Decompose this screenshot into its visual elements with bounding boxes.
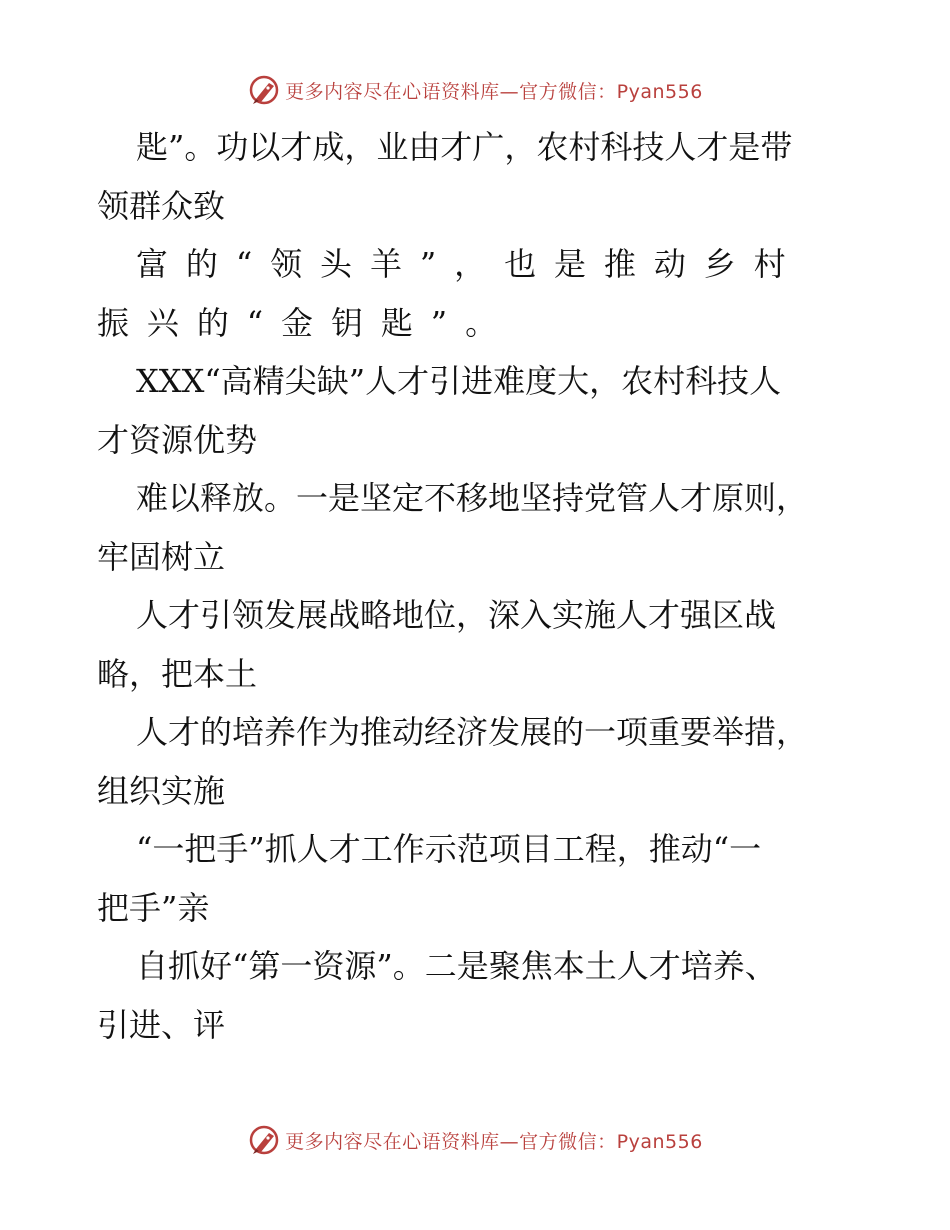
text-line: 振兴的“金钥匙”。 [97,303,515,342]
text-line: 才资源优势 [97,420,258,459]
text-line: 组织实施 [97,771,226,810]
pen-nib-circle-icon [247,1123,281,1157]
footer-banner [0,1120,950,1160]
text-line: 把手”亲 [97,888,210,927]
header-banner-text: 更多内容尽在心语资料库—官方微信：Pyan556 [285,80,703,103]
text-line: XXX“高精尖缺”人才引进难度大，农村科技人 [136,362,782,400]
text-line: 匙”。功以才成，业由才广，农村科技人才是带 [136,128,793,166]
text-line: 人才引领发展战略地位，深入实施人才强区战 [136,596,777,634]
text-line: 牢固树立 [97,537,226,576]
text-line: 领群众致 [97,186,226,225]
text-line: 难以释放。一是坚定不移地坚持党管人才原则， [136,479,809,517]
text-line: 略，把本土 [97,654,258,693]
header-banner [0,70,950,110]
text-line: 自抓好“第一资源”。二是聚焦本土人才培养、 [136,947,777,985]
text-line: 人才的培养作为推动经济发展的一项重要举措， [136,713,809,751]
text-line: 引进、评 [97,1005,226,1044]
pen-nib-circle-icon [247,73,281,107]
text-line: 富的“领头羊”，也是推动乡村 [136,245,804,283]
text-line: “一把手”抓人才工作示范项目工程，推动“一 [136,830,762,868]
document-body [97,118,857,1054]
footer-banner-text: 更多内容尽在心语资料库—官方微信：Pyan556 [285,1130,703,1153]
